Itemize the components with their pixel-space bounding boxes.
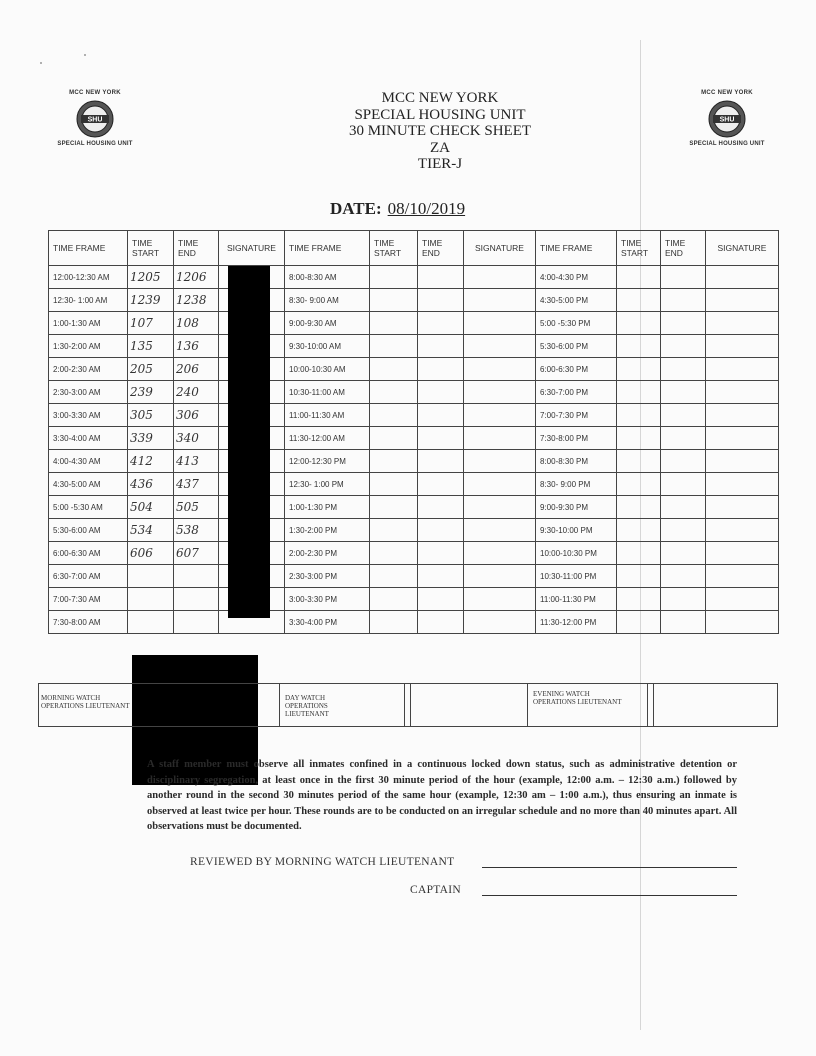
- time-frame-cell: 1:00-1:30 AM: [49, 312, 128, 335]
- signature-cell: [464, 496, 536, 519]
- time-frame-cell: 11:30-12:00 AM: [285, 427, 370, 450]
- time-start-cell: [617, 473, 661, 496]
- time-end-cell: [418, 611, 464, 634]
- signature-cell: [464, 565, 536, 588]
- instructions-paragraph: A staff member must observe all inmates confined in a continuous locked down status, such as administrative detention or disciplinary segregation, at least once in the first 30 minute period of the hour (example, 12:00 a.m. – 12:30 a.m.) followed by another round in the second 30 minutes period of the same hour (example, 12:30 am – 1:00 a.m.), thus ensuring an inmate is observed at least twice per hour. These rounds are to be conducted on an irregular schedule and no more than 40 minutes apart. All observations must be documented.: [147, 759, 737, 832]
- time-frame-cell: 8:00-8:30 AM: [285, 266, 370, 289]
- time-start-cell: [617, 565, 661, 588]
- signature-cell: [464, 519, 536, 542]
- time-end-cell: 1238: [174, 289, 219, 312]
- time-end-cell: 306: [174, 404, 219, 427]
- time-frame-cell: 10:00-10:30 AM: [285, 358, 370, 381]
- table-row: [49, 519, 779, 542]
- signature-cell: [464, 381, 536, 404]
- date-label: DATE:: [330, 199, 382, 218]
- time-end-cell: 136: [174, 335, 219, 358]
- time-end-cell: [418, 588, 464, 611]
- time-start-cell: [617, 588, 661, 611]
- time-end-cell: [661, 266, 706, 289]
- signature-cell: [706, 496, 779, 519]
- time-frame-cell: 8:00-8:30 PM: [536, 450, 617, 473]
- time-end-cell: [661, 496, 706, 519]
- time-start-cell: [617, 611, 661, 634]
- table-row: [49, 381, 779, 404]
- time-end-cell: 538: [174, 519, 219, 542]
- time-frame-cell: 5:30-6:00 PM: [536, 335, 617, 358]
- time-start-cell: [370, 381, 418, 404]
- time-end-cell: [661, 358, 706, 381]
- time-start-cell: [370, 542, 418, 565]
- signature-cell: [464, 611, 536, 634]
- shu-seal-icon: [707, 99, 747, 139]
- time-start-cell: 239: [128, 381, 174, 404]
- col-header: TIME FRAME: [49, 231, 128, 266]
- table-row: [49, 473, 779, 496]
- col-header: TIME END: [661, 231, 706, 266]
- time-end-cell: [661, 450, 706, 473]
- time-start-cell: [617, 542, 661, 565]
- time-end-cell: [661, 312, 706, 335]
- col-header: SIGNATURE: [464, 231, 536, 266]
- col-header: TIME FRAME: [285, 231, 370, 266]
- svg-text:SHU: SHU: [87, 116, 103, 124]
- time-end-cell: [418, 289, 464, 312]
- time-frame-cell: 2:30-3:00 PM: [285, 565, 370, 588]
- time-start-cell: [128, 565, 174, 588]
- time-end-cell: [661, 519, 706, 542]
- time-frame-cell: 5:00 -5:30 AM: [49, 496, 128, 519]
- time-start-cell: [370, 473, 418, 496]
- time-frame-cell: 7:30-8:00 AM: [49, 611, 128, 634]
- time-start-cell: [617, 266, 661, 289]
- time-start-cell: [370, 358, 418, 381]
- time-frame-cell: 7:00-7:30 AM: [49, 588, 128, 611]
- time-end-cell: [661, 611, 706, 634]
- time-end-cell: [418, 266, 464, 289]
- logo-top-text: MCC NEW YORK: [701, 90, 753, 96]
- time-start-cell: 436: [128, 473, 174, 496]
- time-frame-cell: 2:00-2:30 AM: [49, 358, 128, 381]
- col-header: SIGNATURE: [219, 231, 285, 266]
- time-frame-cell: 11:00-11:30 AM: [285, 404, 370, 427]
- time-start-cell: [617, 450, 661, 473]
- col-header: SIGNATURE: [706, 231, 779, 266]
- time-end-cell: [418, 381, 464, 404]
- time-start-cell: 205: [128, 358, 174, 381]
- col-header: TIME START: [617, 231, 661, 266]
- svg-text:SHU: SHU: [719, 116, 735, 124]
- time-start-cell: 339: [128, 427, 174, 450]
- time-end-cell: 413: [174, 450, 219, 473]
- time-end-cell: 240: [174, 381, 219, 404]
- signature-cell: [464, 450, 536, 473]
- time-end-cell: [418, 358, 464, 381]
- day-watch-label: DAY WATCH OPERATIONS LIEUTENANT: [285, 694, 329, 718]
- watch-divider: [410, 684, 411, 726]
- time-frame-cell: 3:30-4:00 PM: [285, 611, 370, 634]
- time-end-cell: [661, 588, 706, 611]
- time-end-cell: [661, 381, 706, 404]
- time-start-cell: [617, 312, 661, 335]
- time-frame-cell: 12:30- 1:00 AM: [49, 289, 128, 312]
- time-frame-cell: 10:30-11:00 PM: [536, 565, 617, 588]
- check-table: [48, 230, 779, 634]
- time-start-cell: [370, 496, 418, 519]
- signature-cell: [706, 519, 779, 542]
- time-start-cell: 135: [128, 335, 174, 358]
- logo-bottom-text: SPECIAL HOUSING UNIT: [57, 141, 133, 147]
- signature-cell: [706, 588, 779, 611]
- time-end-cell: [174, 611, 219, 634]
- time-start-cell: [617, 496, 661, 519]
- time-frame-cell: 4:30-5:00 PM: [536, 289, 617, 312]
- time-frame-cell: 9:30-10:00 AM: [285, 335, 370, 358]
- time-frame-cell: 8:30- 9:00 PM: [536, 473, 617, 496]
- time-start-cell: [370, 450, 418, 473]
- time-end-cell: 206: [174, 358, 219, 381]
- reviewed-signature-line: [482, 867, 737, 868]
- table-row: [49, 427, 779, 450]
- table-row: [49, 312, 779, 335]
- time-start-cell: [370, 404, 418, 427]
- sheet-title: [300, 90, 580, 173]
- signature-cell: [706, 358, 779, 381]
- time-end-cell: [418, 404, 464, 427]
- signature-cell: [706, 611, 779, 634]
- table-row: [49, 611, 779, 634]
- col-header: TIME END: [418, 231, 464, 266]
- time-frame-cell: 6:00-6:30 AM: [49, 542, 128, 565]
- table-row: [49, 358, 779, 381]
- time-start-cell: [128, 588, 174, 611]
- time-frame-cell: 2:30-3:00 AM: [49, 381, 128, 404]
- time-frame-cell: 9:00-9:30 PM: [536, 496, 617, 519]
- time-end-cell: [418, 542, 464, 565]
- signature-cell: [464, 542, 536, 565]
- time-start-cell: [370, 519, 418, 542]
- table-row: [49, 404, 779, 427]
- title-line-2: SPECIAL HOUSING UNIT: [354, 106, 526, 123]
- date-line: [330, 199, 465, 219]
- table-row: [49, 450, 779, 473]
- time-start-cell: [370, 611, 418, 634]
- table-row: [49, 335, 779, 358]
- table-row: [49, 496, 779, 519]
- time-end-cell: 607: [174, 542, 219, 565]
- signature-cell: [706, 404, 779, 427]
- time-frame-cell: 8:30- 9:00 AM: [285, 289, 370, 312]
- time-end-cell: [418, 312, 464, 335]
- time-end-cell: [661, 404, 706, 427]
- time-start-cell: [617, 404, 661, 427]
- time-frame-cell: 10:00-10:30 PM: [536, 542, 617, 565]
- time-start-cell: [370, 335, 418, 358]
- time-end-cell: [661, 427, 706, 450]
- time-end-cell: [661, 542, 706, 565]
- time-frame-cell: 1:30-2:00 PM: [285, 519, 370, 542]
- time-end-cell: [418, 519, 464, 542]
- signature-cell: [706, 473, 779, 496]
- time-end-cell: [418, 335, 464, 358]
- title-line-4: ZA: [430, 139, 450, 156]
- logo-top-text: MCC NEW YORK: [69, 90, 121, 96]
- time-end-cell: [174, 588, 219, 611]
- time-frame-cell: 3:00-3:30 AM: [49, 404, 128, 427]
- watch-signature-strip: [38, 683, 778, 727]
- col-header: TIME START: [370, 231, 418, 266]
- morning-watch-label: MORNING WATCH OPERATIONS LIEUTENANT: [41, 694, 130, 710]
- time-start-cell: [617, 381, 661, 404]
- signature-cell: [706, 542, 779, 565]
- captain-label: CAPTAIN: [410, 884, 462, 896]
- watch-divider: [527, 684, 528, 726]
- time-start-cell: 1239: [128, 289, 174, 312]
- signature-cell: [706, 381, 779, 404]
- time-frame-cell: 5:00 -5:30 PM: [536, 312, 617, 335]
- shu-logo-left: [50, 90, 140, 147]
- time-end-cell: [661, 335, 706, 358]
- time-start-cell: 606: [128, 542, 174, 565]
- signature-cell: [706, 565, 779, 588]
- time-frame-cell: 12:30- 1:00 PM: [285, 473, 370, 496]
- time-frame-cell: 4:00-4:30 PM: [536, 266, 617, 289]
- logo-bottom-text: SPECIAL HOUSING UNIT: [689, 141, 765, 147]
- time-start-cell: [617, 427, 661, 450]
- redaction-block: [228, 266, 270, 618]
- signature-cell: [706, 427, 779, 450]
- time-start-cell: [370, 289, 418, 312]
- time-frame-cell: 12:00-12:30 PM: [285, 450, 370, 473]
- signature-cell: [706, 312, 779, 335]
- time-start-cell: 1205: [128, 266, 174, 289]
- time-start-cell: [370, 312, 418, 335]
- signature-cell: [464, 473, 536, 496]
- time-end-cell: [418, 496, 464, 519]
- time-frame-cell: 5:30-6:00 AM: [49, 519, 128, 542]
- time-start-cell: [370, 266, 418, 289]
- watch-divider: [404, 684, 405, 726]
- time-frame-cell: 10:30-11:00 AM: [285, 381, 370, 404]
- signature-cell: [464, 289, 536, 312]
- col-header: TIME FRAME: [536, 231, 617, 266]
- time-start-cell: 534: [128, 519, 174, 542]
- time-start-cell: [370, 588, 418, 611]
- captain-signature-line: [482, 895, 737, 896]
- scan-speck: [84, 54, 86, 56]
- time-frame-cell: 3:30-4:00 AM: [49, 427, 128, 450]
- time-frame-cell: 1:00-1:30 PM: [285, 496, 370, 519]
- signature-cell: [706, 335, 779, 358]
- watch-divider: [279, 684, 280, 726]
- time-start-cell: [617, 289, 661, 312]
- time-end-cell: [174, 565, 219, 588]
- table-header-row: [49, 231, 779, 266]
- time-end-cell: [661, 565, 706, 588]
- col-header: TIME START: [128, 231, 174, 266]
- time-frame-cell: 4:30-5:00 AM: [49, 473, 128, 496]
- evening-watch-label: EVENING WATCH OPERATIONS LIEUTENANT: [533, 690, 622, 706]
- time-end-cell: 1206: [174, 266, 219, 289]
- time-end-cell: [418, 473, 464, 496]
- table-row: [49, 289, 779, 312]
- time-end-cell: 437: [174, 473, 219, 496]
- signature-cell: [464, 312, 536, 335]
- watch-divider: [647, 684, 648, 726]
- time-start-cell: 107: [128, 312, 174, 335]
- date-value: 08/10/2019: [387, 199, 466, 218]
- time-start-cell: [617, 335, 661, 358]
- signature-cell: [464, 588, 536, 611]
- signature-cell: [464, 266, 536, 289]
- time-frame-cell: 11:30-12:00 PM: [536, 611, 617, 634]
- col-header: TIME END: [174, 231, 219, 266]
- time-frame-cell: 11:00-11:30 PM: [536, 588, 617, 611]
- title-line-1: MCC NEW YORK: [381, 90, 499, 106]
- signature-cell: [706, 450, 779, 473]
- time-frame-cell: 6:30-7:00 PM: [536, 381, 617, 404]
- time-start-cell: 305: [128, 404, 174, 427]
- time-frame-cell: 9:30-10:00 PM: [536, 519, 617, 542]
- time-frame-cell: 9:00-9:30 AM: [285, 312, 370, 335]
- time-frame-cell: 1:30-2:00 AM: [49, 335, 128, 358]
- time-end-cell: [661, 289, 706, 312]
- time-frame-cell: 12:00-12:30 AM: [49, 266, 128, 289]
- time-frame-cell: 7:00-7:30 PM: [536, 404, 617, 427]
- time-end-cell: [418, 450, 464, 473]
- signature-cell: [706, 266, 779, 289]
- time-frame-cell: 6:30-7:00 AM: [49, 565, 128, 588]
- table-row: [49, 266, 779, 289]
- time-end-cell: [418, 427, 464, 450]
- time-start-cell: [128, 611, 174, 634]
- reviewed-by-label: REVIEWED BY MORNING WATCH LIEUTENANT: [190, 856, 455, 868]
- signature-cell: [464, 358, 536, 381]
- time-start-cell: 504: [128, 496, 174, 519]
- time-start-cell: [617, 358, 661, 381]
- table-row: [49, 542, 779, 565]
- time-start-cell: [370, 427, 418, 450]
- signature-cell: [464, 335, 536, 358]
- time-end-cell: 505: [174, 496, 219, 519]
- watch-divider: [653, 684, 654, 726]
- time-end-cell: 340: [174, 427, 219, 450]
- title-line-3: 30 MINUTE CHECK SHEET: [348, 123, 532, 139]
- time-end-cell: 108: [174, 312, 219, 335]
- time-end-cell: [418, 565, 464, 588]
- time-frame-cell: 7:30-8:00 PM: [536, 427, 617, 450]
- table-row: [49, 565, 779, 588]
- time-end-cell: [661, 473, 706, 496]
- title-line-5: TIER-J: [417, 156, 463, 172]
- shu-seal-icon: [75, 99, 115, 139]
- time-start-cell: [370, 565, 418, 588]
- time-start-cell: [617, 519, 661, 542]
- time-start-cell: 412: [128, 450, 174, 473]
- shu-logo-right: [682, 90, 772, 147]
- signature-cell: [706, 289, 779, 312]
- table-row: [49, 588, 779, 611]
- signature-cell: [464, 404, 536, 427]
- scan-speck: [40, 62, 42, 64]
- time-frame-cell: 3:00-3:30 PM: [285, 588, 370, 611]
- time-frame-cell: 6:00-6:30 PM: [536, 358, 617, 381]
- signature-cell: [464, 427, 536, 450]
- time-frame-cell: 2:00-2:30 PM: [285, 542, 370, 565]
- time-frame-cell: 4:00-4:30 AM: [49, 450, 128, 473]
